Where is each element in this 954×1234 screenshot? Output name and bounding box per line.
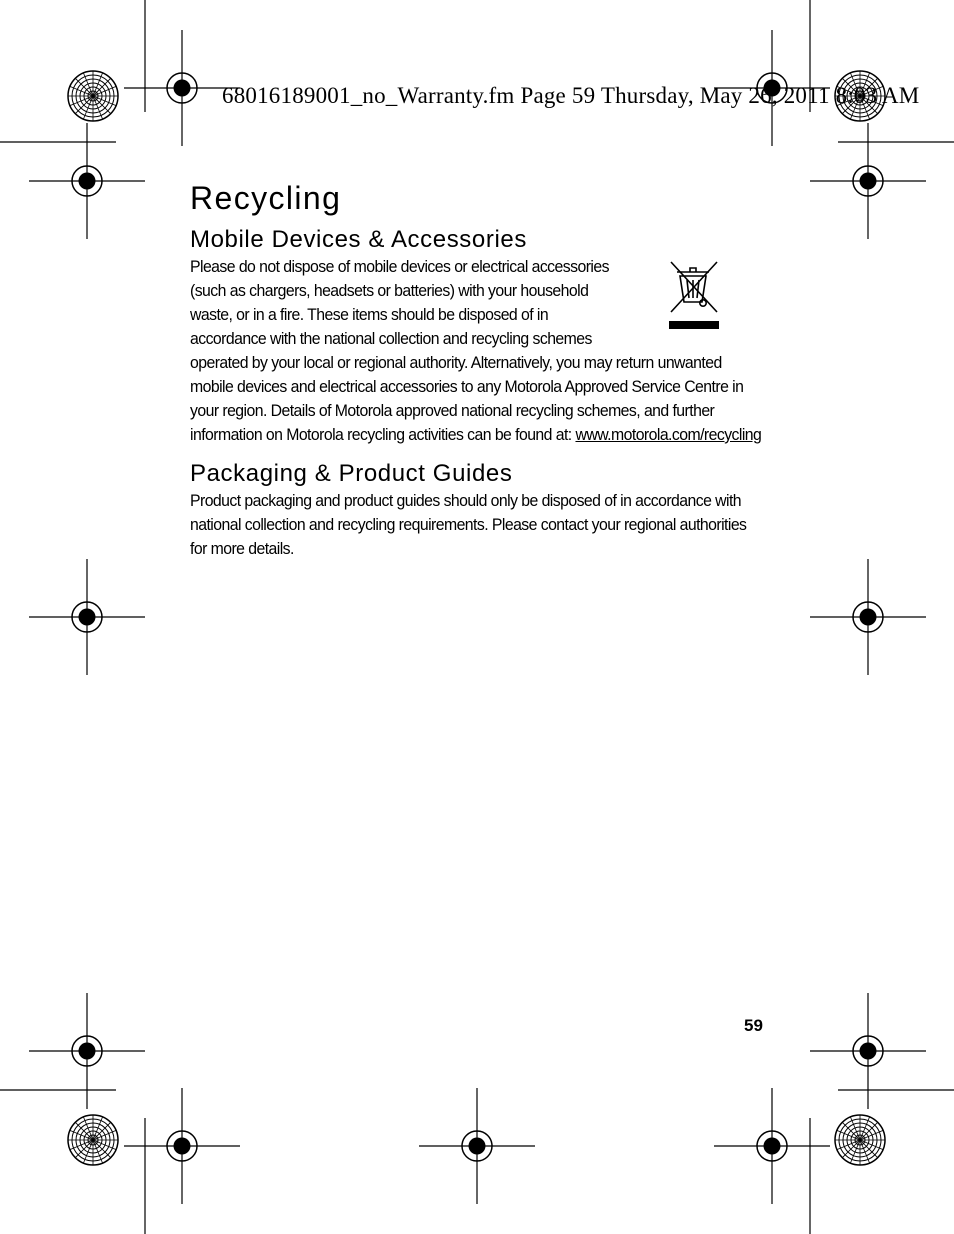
page-content — [190, 178, 765, 561]
page-title: Recycling — [190, 180, 342, 216]
section-body — [190, 255, 764, 447]
file-slug-line: 68016189001_no_Warranty.fm Page 59 Thursday, May 26, 2011 8:03 AM — [222, 83, 920, 108]
section-heading: Mobile Devices & Accessories — [190, 226, 527, 253]
recycling-link[interactable]: www.motorola.com/recycling — [575, 425, 762, 444]
page-number: 59 — [744, 1016, 763, 1035]
section-heading: Packaging & Product Guides — [190, 460, 513, 487]
section-packaging — [190, 459, 765, 561]
section-mobile-devices — [190, 225, 765, 447]
section-body-text: Please do not dispose of mobile devices or electrical accessories (such as chargers, headsets or batteries) with your household waste, or in a fire. These items should be disposed of in accordance with the national collection and recycling schemes operated by your local or regional authority. Alternatively, you may return unwanted mobile devices and electrical accessories to any Motorola Approved Service Centre in your region. Details of Motorola approved national recycling schemes, and further information on Motorola recycling activities can be found at: — [190, 257, 744, 444]
section-body: Product packaging and product guides should only be disposed of in accordance with national collection and recycling requirements. Please contact your regional authorities for more details. — [190, 491, 747, 558]
